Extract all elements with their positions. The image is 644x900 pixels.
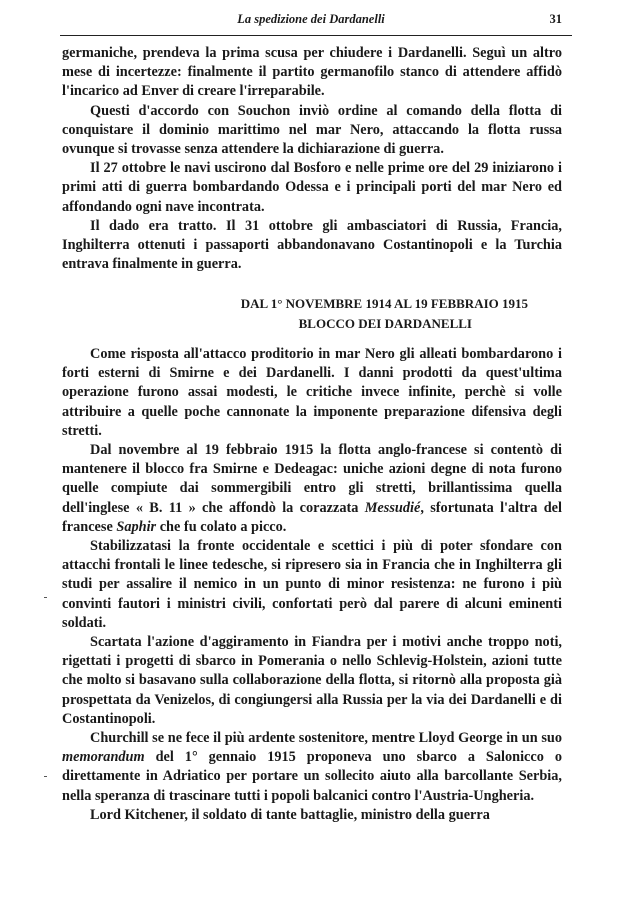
text-block-bottom bbox=[62, 345, 562, 825]
paragraph: Il 27 ottobre le navi uscirono dal Bosforo e nelle prime ore del 29 iniziarono i primi atti di guerra bombardando Odessa e i principali porti del mar Nero ed affondando ogni nave incontrata. bbox=[62, 160, 562, 215]
paragraph-text: , sfortunata l'altra del francese bbox=[62, 499, 563, 535]
scan-speck bbox=[44, 597, 47, 598]
scan-speck bbox=[44, 776, 47, 777]
paragraph: Come risposta all'attacco proditorio in mar Nero gli alleati bombardarono i forti esterni di Smirne e dei Dardanelli. I danni prodotti da quest'ultima operazione furono assai modesti, le critiche invece infinite, perchè si volle attribuire a quelle poche cannonate la imponente preparazione difensiva degli stretti. bbox=[62, 346, 562, 439]
ship-name: Messudié bbox=[364, 499, 421, 516]
paragraph: Scartata l'azione d'aggiramento in Fiandra per i motivi anche troppo noti, rigettati i progetti di sbarco in Pomerania o nello Schlevig-Holstein, azioni tutte che molto si basavano sulla collaborazione della flotta, si ritornò alla proposta già prospettata da Venizelos, di congiungersi alla Russia per la via dei Dardanelli e di Costantinopoli. bbox=[62, 634, 562, 727]
italic-term: memorandum bbox=[62, 749, 145, 766]
running-title: La spedizione dei Dardanelli bbox=[237, 12, 385, 26]
paragraph: Il dado era tratto. Il 31 ottobre gli ambasciatori di Russia, Francia, Inghilterra ottenuti i passaporti abbandonavano Costantinopoli e la Turchia entrava finalmente in guerra. bbox=[62, 217, 562, 273]
ship-name: Saphir bbox=[116, 518, 157, 535]
paragraph: germaniche, prendeva la prima scusa per chiudere i Dardanelli. Seguì un altro mese di incertezze: finalmente il partito germanofilo stanco di attendere affidò l'incarico ad Enver di creare l'irreparabile. bbox=[62, 45, 562, 100]
paragraph bbox=[62, 441, 562, 537]
paragraph: Lord Kitchener, il soldato di tante battaglie, ministro della guerra bbox=[90, 806, 490, 823]
paragraph: Questi d'accordo con Souchon inviò ordine al comando della flotta di conquistare il dominio marittimo nel mar Nero, attaccando la flotta russa ovunque si trovasse senza attendere la dichiarazione di guerra. bbox=[62, 102, 562, 158]
paragraph: Stabilizzatasi la fronte occidentale e scettici i più di poter sfondare con attacchi frontali le linee tedesche, si ripresero sia in Francia che in Inghilterra gli studi per assalire il nemico in un punto di minor resistenza: ne furono i più convinti fautori i ministri civili, confortati però dal parere di alcuni eminenti soldati. bbox=[62, 538, 562, 631]
paragraph-text: che fu colato a picco. bbox=[156, 518, 287, 535]
paragraph-text: Dal novembre al 19 febbraio 1915 la flotta anglo-francese si contentò di mantenere il blocco fra Smirne e Dedeagac: uniche azioni degne di nota furono quelle compiute dai sommergibili entro gli stretti, brillantissima quella dell'inglese « B. 11 » che affondò la corazzata bbox=[62, 442, 562, 516]
paragraph-text: Churchill se ne fece il più ardente sostenitore, mentre Lloyd George in un suo bbox=[90, 730, 562, 747]
section-title-line-1: DAL 1° NOVEMBRE 1914 AL 19 FEBBRAIO 1915 bbox=[240, 296, 528, 311]
section-title-line-2: BLOCCO DEI DARDANELLI bbox=[298, 316, 472, 331]
paragraph bbox=[62, 729, 562, 806]
header-rule bbox=[60, 35, 572, 36]
page-header bbox=[60, 12, 562, 32]
paragraph-text: del 1° gennaio 1915 proponeva uno sbarco a Salonicco o direttamente in Adriatico per portare un sollecito aiuto alla barcollante Serbia, nella speranza di trascinare tutti i popoli balcanici contro l'Austria-Ungheria. bbox=[62, 749, 562, 804]
page-number: 31 bbox=[549, 12, 562, 26]
text-block-top bbox=[62, 44, 562, 274]
section-title bbox=[62, 294, 562, 334]
